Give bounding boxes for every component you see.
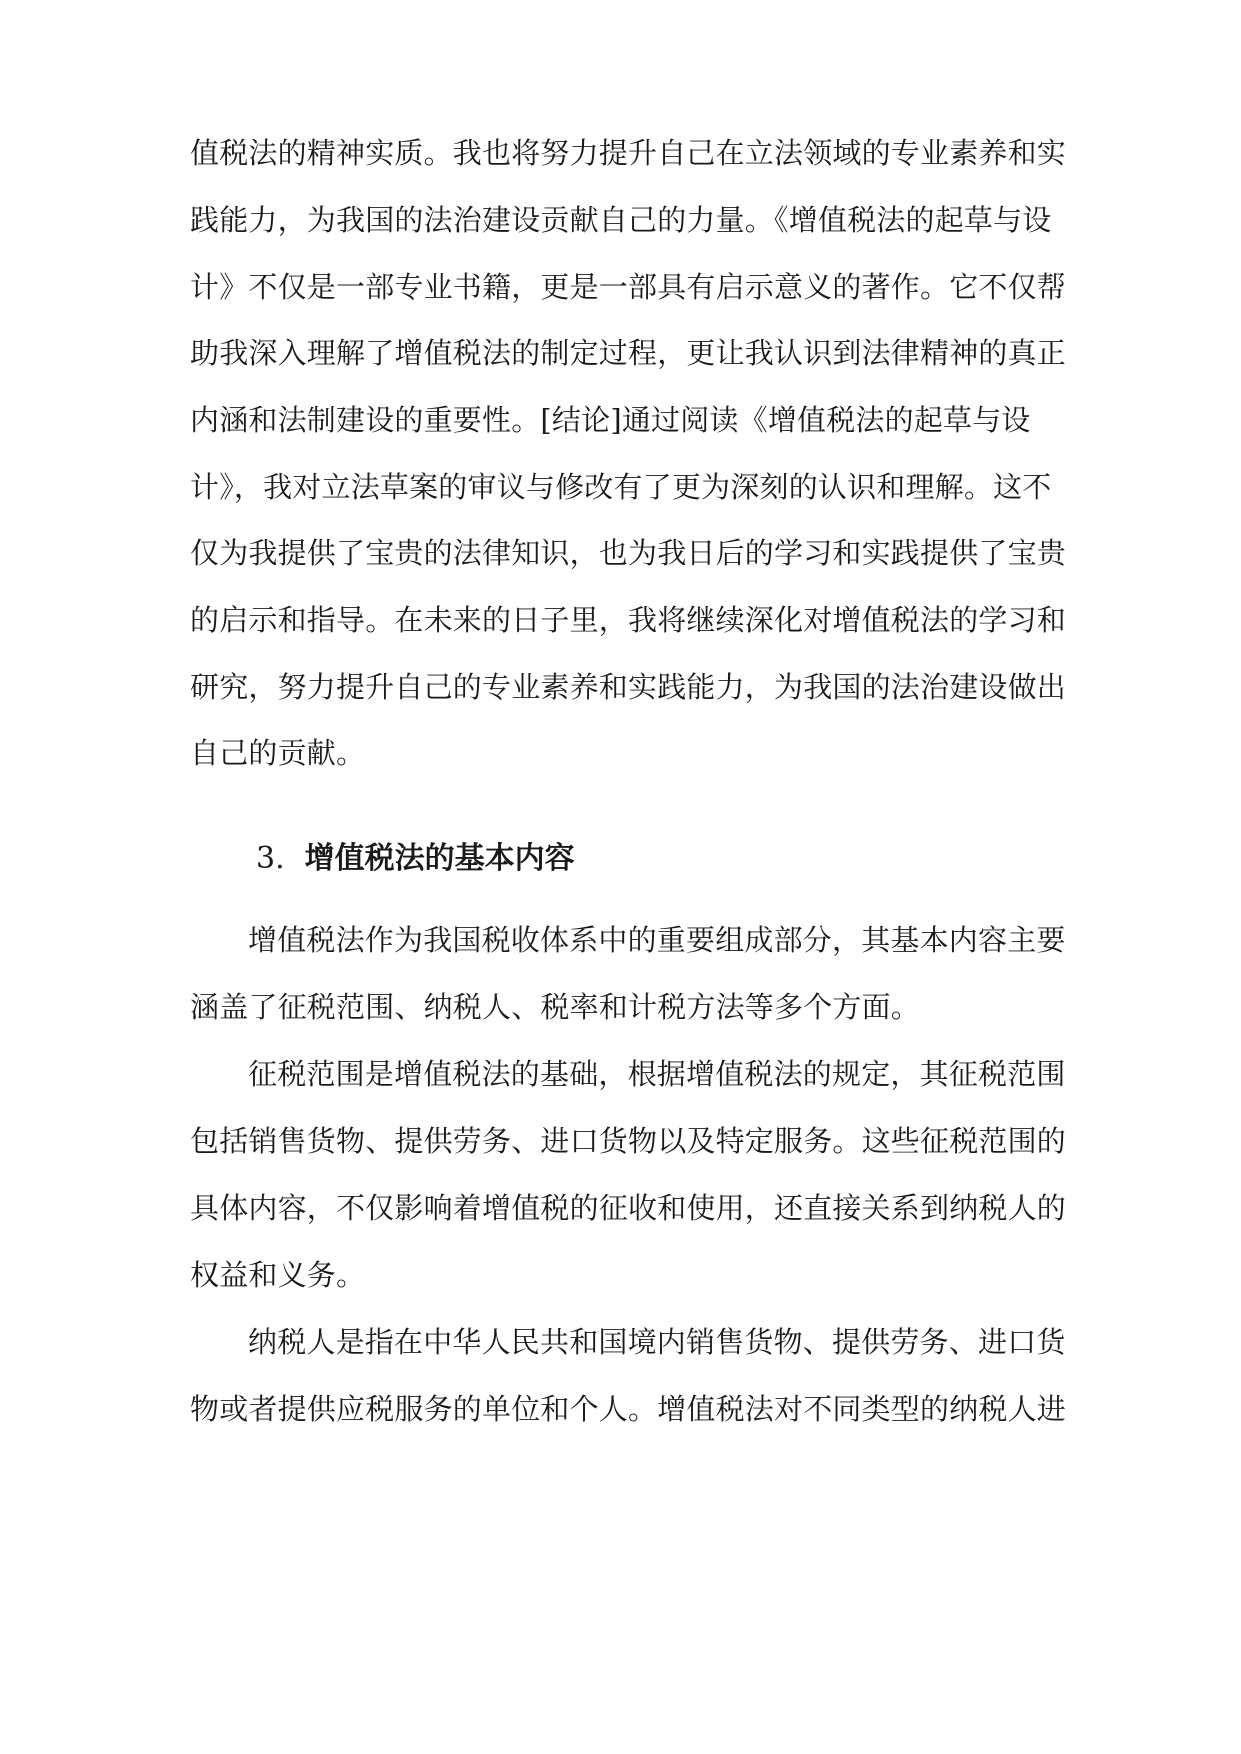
section-title: 增值税法的基本内容 bbox=[304, 841, 575, 876]
text-line: 计》不仅是一部专业书籍，更是一部具有启示意义的著作。它不仅帮 bbox=[190, 270, 1067, 304]
text-line-indented: 纳税人是指在中华人民共和国境内销售货物、提供劳务、进口货 bbox=[248, 1325, 1066, 1359]
text-line: 值税法的精神实质。我也将努力提升自己在立法领域的专业素养和实 bbox=[190, 136, 1067, 170]
section-heading bbox=[256, 839, 956, 879]
text-line: 物或者提供应税服务的单位和个人。增值税法对不同类型的纳税人进 bbox=[190, 1392, 1067, 1426]
text-line: 具体内容，不仅影响着增值税的征收和使用，还直接关系到纳税人的 bbox=[190, 1191, 1067, 1225]
text-line: 权益和义务。 bbox=[190, 1258, 366, 1292]
text-line: 践能力，为我国的法治建设贡献自己的力量。《增值税法的起草与设 bbox=[190, 203, 1052, 237]
text-line: 仅为我提供了宝贵的法律知识，也为我日后的学习和实践提供了宝贵 bbox=[190, 536, 1067, 570]
text-line: 研究，努力提升自己的专业素养和实践能力，为我国的法治建设做出 bbox=[190, 670, 1067, 704]
text-line: 计》，我对立法草案的审议与修改有了更为深刻的认识和理解。这不 bbox=[190, 470, 1052, 504]
text-line: 涵盖了征税范围、纳税人、税率和计税方法等多个方面。 bbox=[190, 990, 921, 1024]
text-line: 包括销售货物、提供劳务、进口货物以及特定服务。这些征税范围的 bbox=[190, 1124, 1067, 1158]
section-number: 3. bbox=[256, 841, 285, 876]
text-line: 助我深入理解了增值税法的制定过程，更让我认识到法律精神的真正 bbox=[190, 336, 1067, 370]
text-line: 内涵和法制建设的重要性。[结论]通过阅读《增值税法的起草与设 bbox=[190, 403, 1031, 437]
text-line: 的启示和指导。在未来的日子里，我将继续深化对增值税法的学习和 bbox=[190, 603, 1067, 637]
text-line-indented: 增值税法作为我国税收体系中的重要组成部分，其基本内容主要 bbox=[248, 923, 1066, 957]
text-line-indented: 征税范围是增值税法的基础，根据增值税法的规定，其征税范围 bbox=[248, 1057, 1066, 1091]
text-line: 自己的贡献。 bbox=[190, 736, 366, 770]
